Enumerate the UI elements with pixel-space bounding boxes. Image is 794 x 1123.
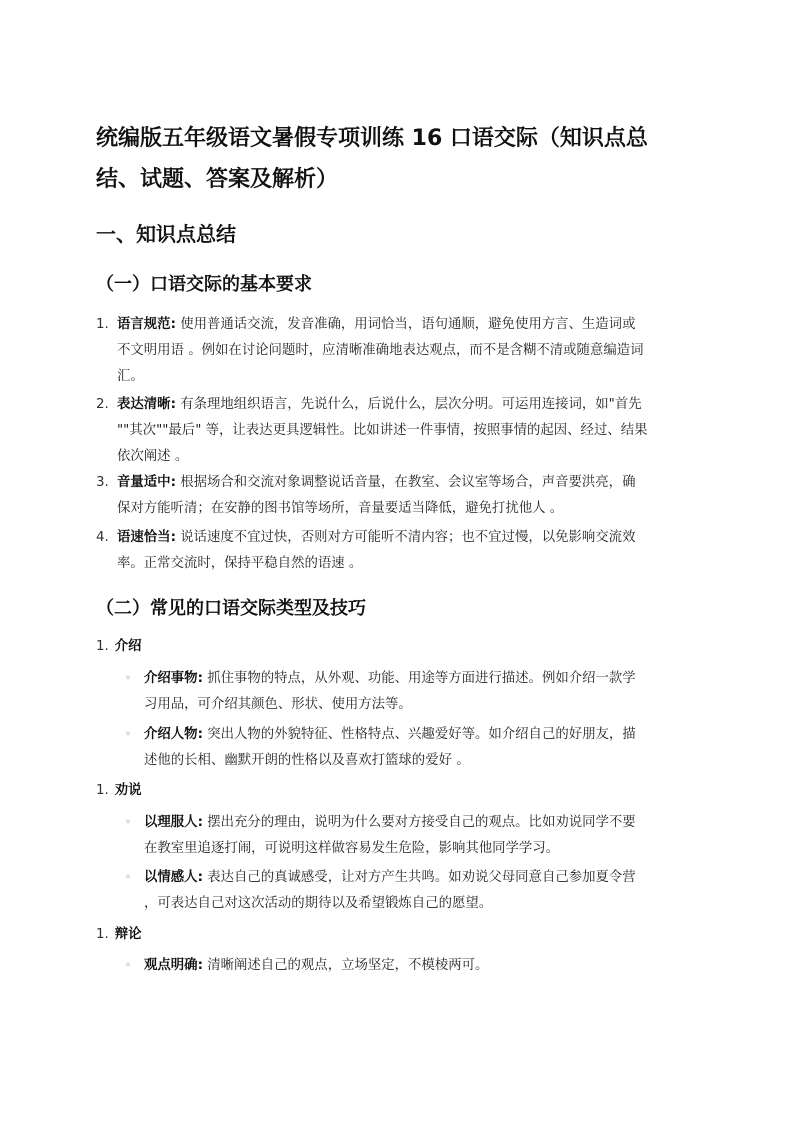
- item-text-line: ，可表达自己对这次活动的期待以及希望锻炼自己的愿望。: [144, 896, 493, 911]
- list-number: 2.: [96, 397, 109, 412]
- hollow-circle-bullet-icon: ◦: [125, 817, 131, 828]
- list-number: 3.: [96, 475, 109, 490]
- item-text-line: 抓住事物的特点，从外观、功能、用途等方面进行描述。例如介绍一款学: [207, 671, 636, 686]
- group-label: 辩论: [114, 927, 142, 942]
- item-text-line: 说话速度不宜过快，否则对方可能听不清内容；也不宜过慢，以免影响交流效: [180, 530, 636, 545]
- list-number: 4.: [96, 530, 109, 545]
- item-text-line: 表达自己的真诚感受，让对方产生共鸣。如劝说父母同意自己参加夏令营: [207, 870, 636, 885]
- item-text-line: 有条理地组织语言，先说什么，后说什么，层次分明。可运用连接词，如"首先: [180, 397, 642, 412]
- item-text-line: 述他的长相、幽默开朗的性格以及喜欢打篮球的爱好 。: [144, 753, 470, 768]
- item-text-line: 根据场合和交流对象调整说话音量，在教室、会议室等场合，声音要洪亮，确: [180, 475, 636, 490]
- item-text-line: 率。正常交流时，保持平稳自然的语速 。: [117, 556, 363, 571]
- item-term: 观点明确: [144, 958, 198, 973]
- document-page: 统编版五年级语文暑假专项训练 16 口语交际（知识点总 结、试题、答案及解析） 一、知识点总结 （一）口语交际的基本要求 1. 语言规范: 使用普通话交流，发音准确，用词恰当，语句通顺，避免使用方言、生造词或 不文明用语 。例如在讨论问题时，应清晰准确地表达观点，而不是含糊不清或随意编造词 汇。 2. 表达清晰: 有条理地组织语言，先说什么，后说什么，层次分明。可运用连接词，如"首先 ""其次""最后" 等，让表达更具逻辑性。比如讲述一件事情，按照事情的起因、经过、结果 依次阐述 。 3. 音量适中: 根据场合和交流对象调整说话音量，在教室、会议室等场合，声音要洪亮，确 保对方能听清；在安静的图书馆等场所，音量要适当降低，避免打扰他人 。 4. 语速恰当: 说话速度不宜过快，否则对方可能听不清内容；也不宜过慢，以免影响交流效 率。正常交流时，保持平稳自然的语速 。 （二）常见的口语交际类型及技巧 1. 介绍 ◦ 介绍事物: 抓住事物的特点，从外观、功能、用途等方面进行描述。例如介绍一款学 习用品，可介绍其颜色、形状、使用方法等。 ◦ 介绍人物: 突出人物的外貌特征、性格特点、兴趣爱好等。如介绍自己的好朋友，描 述他的长相、幽默开朗的性格以及喜欢打篮球的爱好 。 1. 劝说 ◦ 以理服人: 摆出充分的理由，说明为什么要对方接受自己的观点。比如劝说同学不要 在教室里追逐打闹，可说明这样做容易发生危险，影响其他同学学习。 ◦ 以情感人: 表达自己的真诚感受，让对方产生共鸣。如劝说父母同意自己参加夏令营 ，可表达自己对这次活动的期待以及希望锻炼自己的愿望。 1. 辩论 ◦ 观点明确: 清晰阐述自己的观点，立场坚定，不模棱两可。: [0, 0, 794, 1123]
- item-text-line: ""其次""最后" 等，让表达更具逻辑性。比如讲述一件事情，按照事情的起因、经过、结果: [117, 423, 648, 438]
- subsection-heading-common-types: （二）常见的口语交际类型及技巧: [96, 598, 366, 619]
- item-text-line: 汇。: [117, 369, 144, 384]
- list-item-introduction: [96, 634, 142, 660]
- item-text-line: 保对方能听清；在安静的图书馆等场所，音量要适当降低，避免打扰他人 。: [117, 501, 564, 516]
- item-text-line: 不文明用语 。例如在讨论问题时，应清晰准确地表达观点，而不是含糊不清或随意编造词: [117, 343, 644, 358]
- hollow-circle-bullet-icon: ◦: [125, 729, 131, 740]
- item-term: 以理服人: [144, 815, 198, 830]
- hollow-circle-bullet-icon: ◦: [125, 673, 131, 684]
- item-text-line: 在教室里追逐打闹，可说明这样做容易发生危险，影响其他同学学习。: [144, 841, 560, 856]
- list-number: 1.: [96, 927, 109, 942]
- title-line-2: 结、试题、答案及解析）: [96, 167, 339, 192]
- group-label: 介绍: [114, 639, 142, 654]
- item-text-line: 依次阐述 。: [117, 449, 189, 464]
- hollow-circle-bullet-icon: ◦: [125, 872, 131, 883]
- list-number: 1.: [96, 317, 109, 332]
- hollow-circle-bullet-icon: ◦: [125, 960, 131, 971]
- section-heading-knowledge-summary: 一、知识点总结: [96, 222, 236, 246]
- item-term: 音量适中: [117, 475, 171, 490]
- list-number: 1.: [96, 783, 109, 798]
- item-term: 表达清晰: [117, 397, 171, 412]
- item-term: 语言规范: [117, 317, 171, 332]
- document-title: [96, 118, 706, 200]
- item-term: 介绍人物: [144, 727, 198, 742]
- item-text-line: 突出人物的外貌特征、性格特点、兴趣爱好等。如介绍自己的好朋友，描: [207, 727, 636, 742]
- title-line-1: 统编版五年级语文暑假专项训练 16 口语交际（知识点总: [96, 126, 648, 151]
- list-item-persuasion: [96, 778, 142, 804]
- group-label: 劝说: [114, 783, 142, 798]
- item-text-line: 使用普通话交流，发音准确，用词恰当，语句通顺，避免使用方言、生造词或: [180, 317, 636, 332]
- list-item-debate: [96, 922, 142, 948]
- subsection-heading-basic-requirements: （一）口语交际的基本要求: [96, 274, 312, 295]
- item-term: 介绍事物: [144, 671, 198, 686]
- item-text-line: 清晰阐述自己的观点，立场坚定，不模棱两可。: [207, 958, 489, 973]
- item-text-line: 摆出充分的理由，说明为什么要对方接受自己的观点。比如劝说同学不要: [207, 815, 636, 830]
- list-number: 1.: [96, 639, 109, 654]
- item-term: 以情感人: [144, 870, 198, 885]
- item-text-line: 习用品，可介绍其颜色、形状、使用方法等。: [144, 697, 412, 712]
- item-term: 语速恰当: [117, 530, 171, 545]
